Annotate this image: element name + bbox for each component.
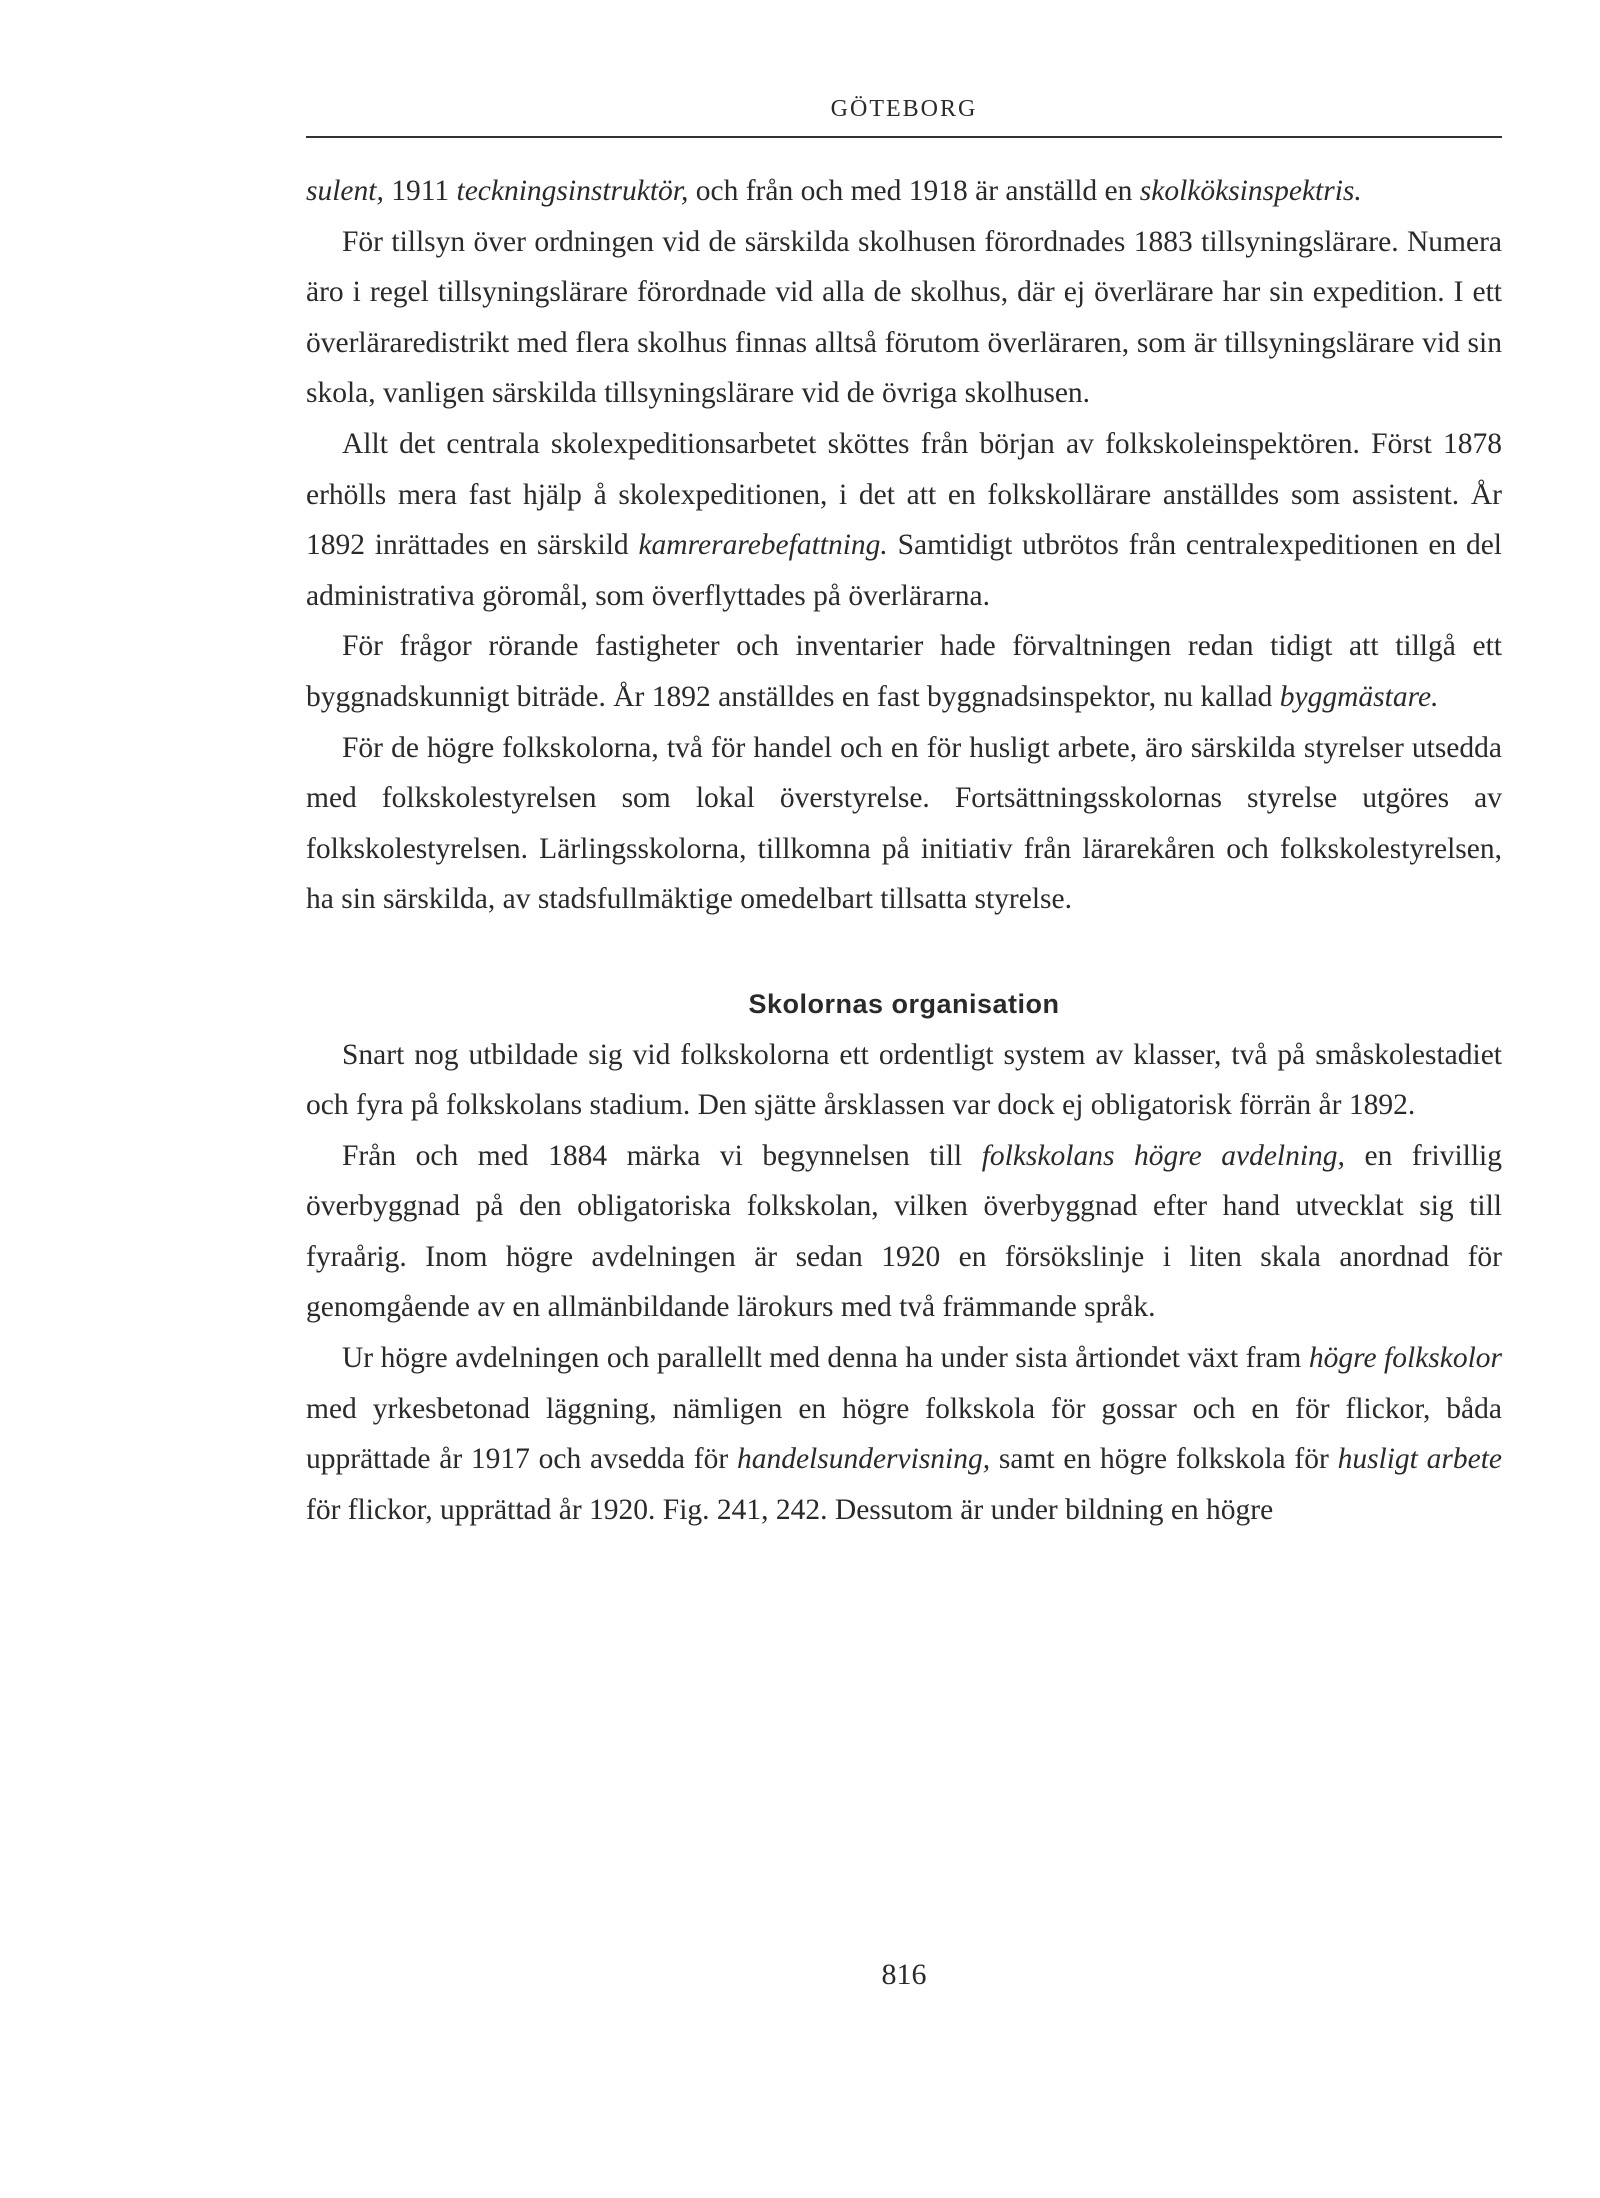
text-segment: och från och med 1918 är anställd en xyxy=(688,175,1140,207)
text-segment: Allt det centrala skolexpeditionsarbetet sköttes från början av folkskoleinspektören. Först 1878 erhölls mera fast hjälp å skolexpeditionen, i det att en folkskollärare anställdes som assistent. År 1892 inrättades en särskild xyxy=(306,427,1502,562)
page-number: 816 xyxy=(881,1958,927,1991)
text-segment: skolköksinspektris. xyxy=(1139,175,1362,207)
text-segment: folkskolans högre avdelning, xyxy=(981,1139,1345,1172)
section-heading xyxy=(306,979,1502,1030)
text-segment: Från och med 1884 märka vi begynnelsen till xyxy=(342,1139,982,1172)
text-segment: teckningsinstruktör, xyxy=(456,175,689,207)
text-segment: handelsundervisning, xyxy=(736,1443,991,1476)
paragraph-1 xyxy=(306,166,1502,217)
paragraph-3 xyxy=(306,419,1502,621)
text-segment: 1911 xyxy=(383,175,457,207)
text-segment: en frivillig överbyggnad på den obligatoriska folkskolan, vilken överbyggnad efter hand utvecklat sig till fyraårig. Inom högre avdelningen är sedan 1920 en försökslinje i liten skala anordnad för genomgående av en allmänbildande lärokurs med två främmande språk. xyxy=(306,1139,1502,1324)
paragraph-5 xyxy=(306,723,1502,925)
running-header: GÖTEBORG xyxy=(830,96,978,122)
text-segment: husligt arbete xyxy=(1337,1443,1502,1476)
text-segment: För tillsyn över ordningen vid de särskilda skolhusen förordnades 1883 tillsyningslärare. Numera äro i regel tillsyningslärare förordnade vid alla de skolhus, där ej överlärare har sin expedition. I ett överläraredistrikt med flera skolhus finnas alltså förutom överläraren, som är tillsyningslärare vid sin skola, vanligen särskilda tillsyningslärare vid de övriga skolhusen. xyxy=(306,225,1502,410)
body-text xyxy=(306,166,1502,1535)
text-segment: sulent, xyxy=(306,175,384,207)
paragraph-6 xyxy=(306,1030,1502,1131)
text-segment: högre folkskolor xyxy=(1308,1342,1502,1375)
paragraph-2 xyxy=(306,217,1502,419)
text-segment: Snart nog utbildade sig vid folkskolorna ett ordentligt system av klasser, två på småskolestadiet och fyra på folkskolans stadium. Den sjätte årsklassen var dock ej obligatorisk förrän år 1892. xyxy=(306,1038,1502,1122)
text-segment: Ur högre avdelningen och parallellt med denna ha under sista årtiondet växt fram xyxy=(342,1342,1309,1375)
paragraph-7 xyxy=(306,1131,1502,1333)
text-segment: för flickor, upprättad år 1920. Fig. 241, 242. Dessutom är under bildning en högre xyxy=(306,1493,1274,1526)
text-segment: byggmästare. xyxy=(1279,680,1439,713)
paragraph-8 xyxy=(306,1333,1502,1535)
heading-text: Skolornas organisation xyxy=(748,988,1060,1019)
text-segment: kamrerarebefattning. xyxy=(638,529,888,562)
text-segment: Samtidigt utbrötos från centralexpeditionen en del administrativa göromål, som överflyttades på överlärarna. xyxy=(306,529,1502,612)
text-segment: med yrkesbetonad läggning, nämligen en högre folkskola för gossar och en för flickor, båda upprättade år 1917 och avsedda för xyxy=(306,1392,1502,1476)
text-segment: samt en högre folkskola för xyxy=(990,1443,1338,1476)
text-segment: För de högre folkskolorna, två för handel och en för husligt arbete, äro särskilda styrelser utsedda med folkskolestyrelsen som lokal överstyrelse. Fortsättningsskolornas styrelse utgöres av folkskolestyrelsen. Lärlingsskolorna, tillkomna på initiativ från lärarekåren och folkskolestyrelsen, ha sin särskilda, av stadsfullmäktige omedelbart tillsatta styrelse. xyxy=(306,731,1502,916)
paragraph-4 xyxy=(306,621,1502,722)
header-rule xyxy=(306,136,1502,138)
text-segment: För frågor rörande fastigheter och inventarier hade förvaltningen redan tidigt att tillgå ett byggnadskunnigt biträde. År 1892 anställdes en fast byggnadsinspektor, nu kallad xyxy=(306,630,1502,713)
